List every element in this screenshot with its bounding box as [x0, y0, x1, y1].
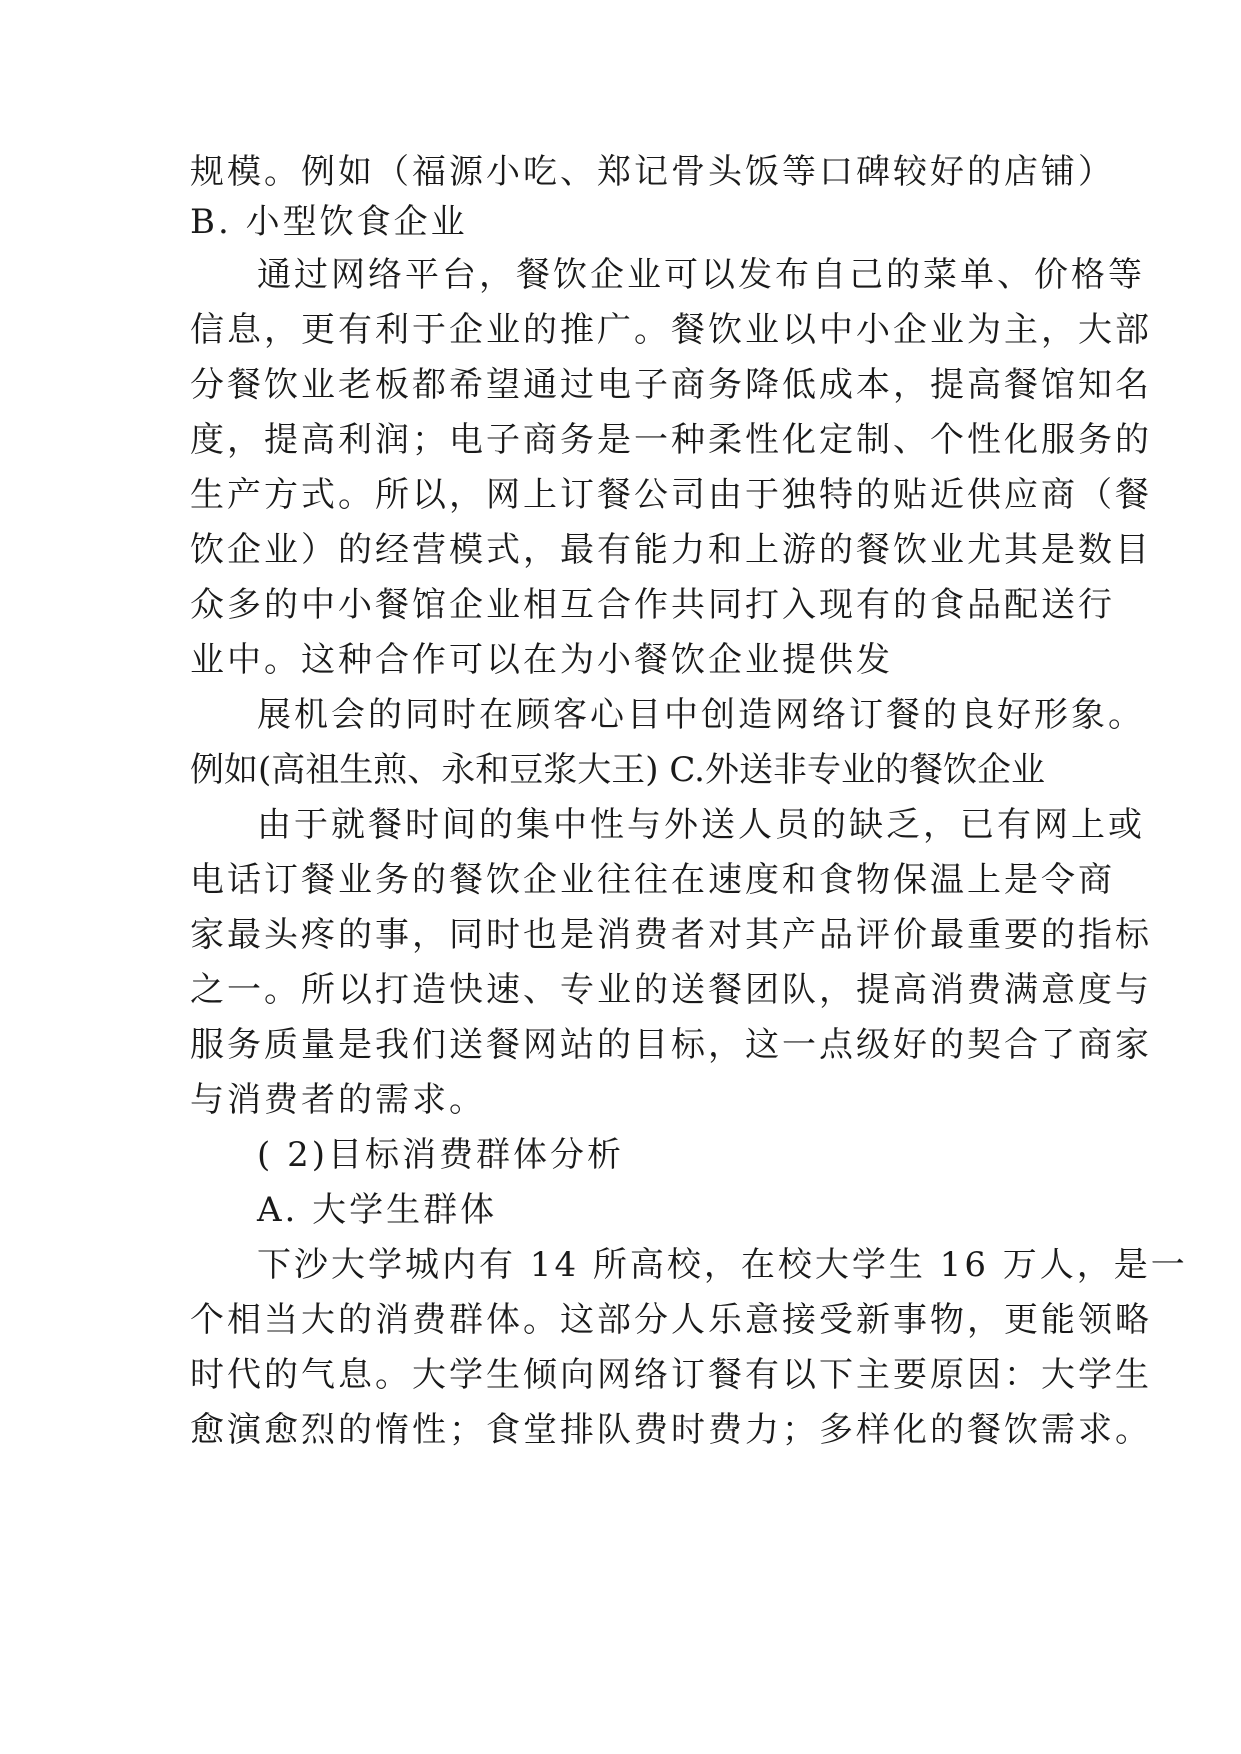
- text-line: 展机会的同时在顾客心目中创造网络订餐的良好形象。: [257, 695, 1145, 735]
- text-line: 服务质量是我们送餐网站的目标，这一点级好的契合了商家: [190, 1025, 1152, 1065]
- section-heading-2: ( 2)目标消费群体分析: [257, 1135, 624, 1175]
- text-line: 生产方式。所以，网上订餐公司由于独特的贴近供应商（餐: [190, 475, 1152, 515]
- section-heading-a: A. 大学生群体: [257, 1190, 498, 1230]
- text-line: 愈演愈烈的惰性；食堂排队费时费力；多样化的餐饮需求。: [190, 1410, 1152, 1450]
- text-line: 下沙大学城内有 14 所高校，在校大学生 16 万人，是一: [257, 1245, 1188, 1285]
- text-line: 电话订餐业务的餐饮企业往往在速度和食物保温上是令商: [190, 860, 1115, 900]
- text-line: 时代的气息。大学生倾向网络订餐有以下主要原因：大学生: [190, 1355, 1152, 1395]
- text-line: 饮企业）的经营模式，最有能力和上游的餐饮业尤其是数目: [190, 530, 1152, 570]
- text-line: 众多的中小餐馆企业相互合作共同打入现有的食品配送行: [190, 585, 1115, 625]
- section-heading-b: B. 小型饮食企业: [190, 202, 468, 242]
- text-line: 分餐饮业老板都希望通过电子商务降低成本，提高餐馆知名: [190, 365, 1152, 405]
- text-line: 之一。所以打造快速、专业的送餐团队，提高消费满意度与: [190, 970, 1152, 1010]
- text-line: 例如(高祖生煎、永和豆浆大王) C.外送非专业的餐饮企业: [190, 750, 1045, 790]
- text-line: 业中。这种合作可以在为小餐饮企业提供发: [190, 640, 893, 680]
- text-line: 由于就餐时间的集中性与外送人员的缺乏，已有网上或: [257, 805, 1145, 845]
- text-line: 个相当大的消费群体。这部分人乐意接受新事物，更能领略: [190, 1300, 1152, 1340]
- text-line: 通过网络平台，餐饮企业可以发布自己的菜单、价格等: [257, 255, 1145, 295]
- text-line: 信息，更有利于企业的推广。餐饮业以中小企业为主，大部: [190, 310, 1152, 350]
- text-line: 规模。例如（福源小吃、郑记骨头饭等口碑较好的店铺）: [190, 152, 1115, 192]
- text-line: 度，提高利润；电子商务是一种柔性化定制、个性化服务的: [190, 420, 1152, 460]
- text-line: 家最头疼的事，同时也是消费者对其产品评价最重要的指标: [190, 915, 1152, 955]
- text-line: 与消费者的需求。: [190, 1080, 486, 1120]
